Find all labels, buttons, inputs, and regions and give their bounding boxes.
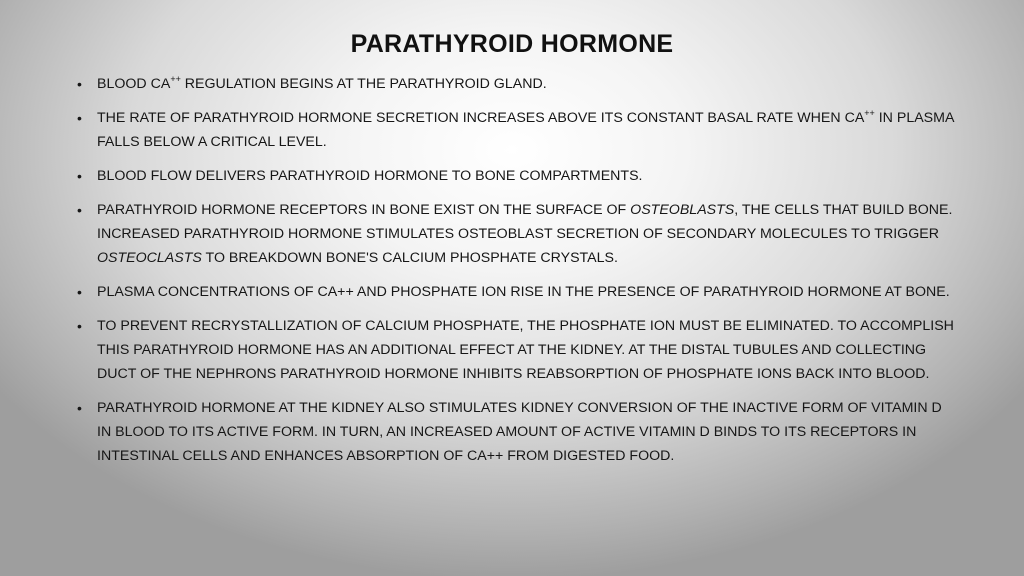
bullet-dot-icon: • [77, 76, 82, 92]
bullet-dot-icon: • [77, 400, 82, 416]
bullet-text: TO PREVENT RECRYSTALLIZATION OF CALCIUM PHOSPHATE, THE PHOSPHATE ION MUST BE ELIMINATED. TO ACCOMPLISH THIS PARATHYROID HORMONE HAS AN ADDITIONAL EFFECT AT THE KIDNEY. AT THE DISTAL TUBULES AND COLLECTING DUCT OF THE NEPHRONS PARATHYROID HORMONE INHIBITS REABSORPTION OF PHOSPHATE IONS BACK INTO BLOOD. [97, 318, 954, 382]
bullet-text: BLOOD CA [97, 76, 171, 92]
bullet-dot-icon: • [77, 202, 82, 218]
bullet-text: PLASMA CONCENTRATIONS OF CA++ AND PHOSPHATE ION RISE IN THE PRESENCE OF PARATHYROID HORMONE AT BONE. [97, 284, 950, 300]
bullet-dot-icon: • [77, 110, 82, 126]
bullet-text: TO BREAKDOWN BONE'S CALCIUM PHOSPHATE CRYSTALS. [201, 250, 618, 266]
bullet-item-6 [75, 314, 955, 386]
slide-title: PARATHYROID HORMONE [350, 30, 674, 58]
bullet-list [75, 72, 955, 478]
bullet-text: IN PLASMA FALLS BELOW A CRITICAL LEVEL. [97, 110, 954, 150]
superscript-text: ++ [170, 74, 181, 84]
bullet-text: , THE CELLS THAT BUILD BONE. INCREASED PARATHYROID HORMONE STIMULATES OSTEOBLAST SECRETION OF SECONDARY MOLECULES TO TRIGGER [97, 202, 953, 242]
bullet-text: REGULATION BEGINS AT THE PARATHYROID GLAND. [180, 76, 547, 92]
bullet-item-4 [75, 198, 955, 270]
emphasis-text: OSTEOCLASTS [97, 250, 202, 266]
bullet-text: PARATHYROID HORMONE RECEPTORS IN BONE EXIST ON THE SURFACE OF [97, 202, 631, 218]
superscript-text: ++ [864, 108, 875, 118]
bullet-text: PARATHYROID HORMONE AT THE KIDNEY ALSO STIMULATES KIDNEY CONVERSION OF THE INACTIVE FORM OF VITAMIN D IN BLOOD TO ITS ACTIVE FORM. IN TURN, AN INCREASED AMOUNT OF ACTIVE VITAMIN D BINDS TO ITS RECEPTORS IN INTESTINAL CELLS AND ENHANCES ABSORPTION OF CA++ FROM DIGESTED FOOD. [97, 400, 942, 464]
bullet-item-1 [75, 72, 955, 96]
bullet-item-2 [75, 106, 955, 154]
bullet-item-7 [75, 396, 955, 468]
bullet-item-3 [75, 164, 955, 188]
bullet-dot-icon: • [77, 318, 82, 334]
emphasis-text: OSTEOBLASTS [630, 202, 735, 218]
bullet-dot-icon: • [77, 168, 82, 184]
bullet-item-5 [75, 280, 955, 304]
bullet-dot-icon: • [77, 284, 82, 300]
bullet-text: BLOOD FLOW DELIVERS PARATHYROID HORMONE TO BONE COMPARTMENTS. [97, 168, 643, 184]
bullet-text: THE RATE OF PARATHYROID HORMONE SECRETION INCREASES ABOVE ITS CONSTANT BASAL RATE WHEN CA [97, 110, 865, 126]
